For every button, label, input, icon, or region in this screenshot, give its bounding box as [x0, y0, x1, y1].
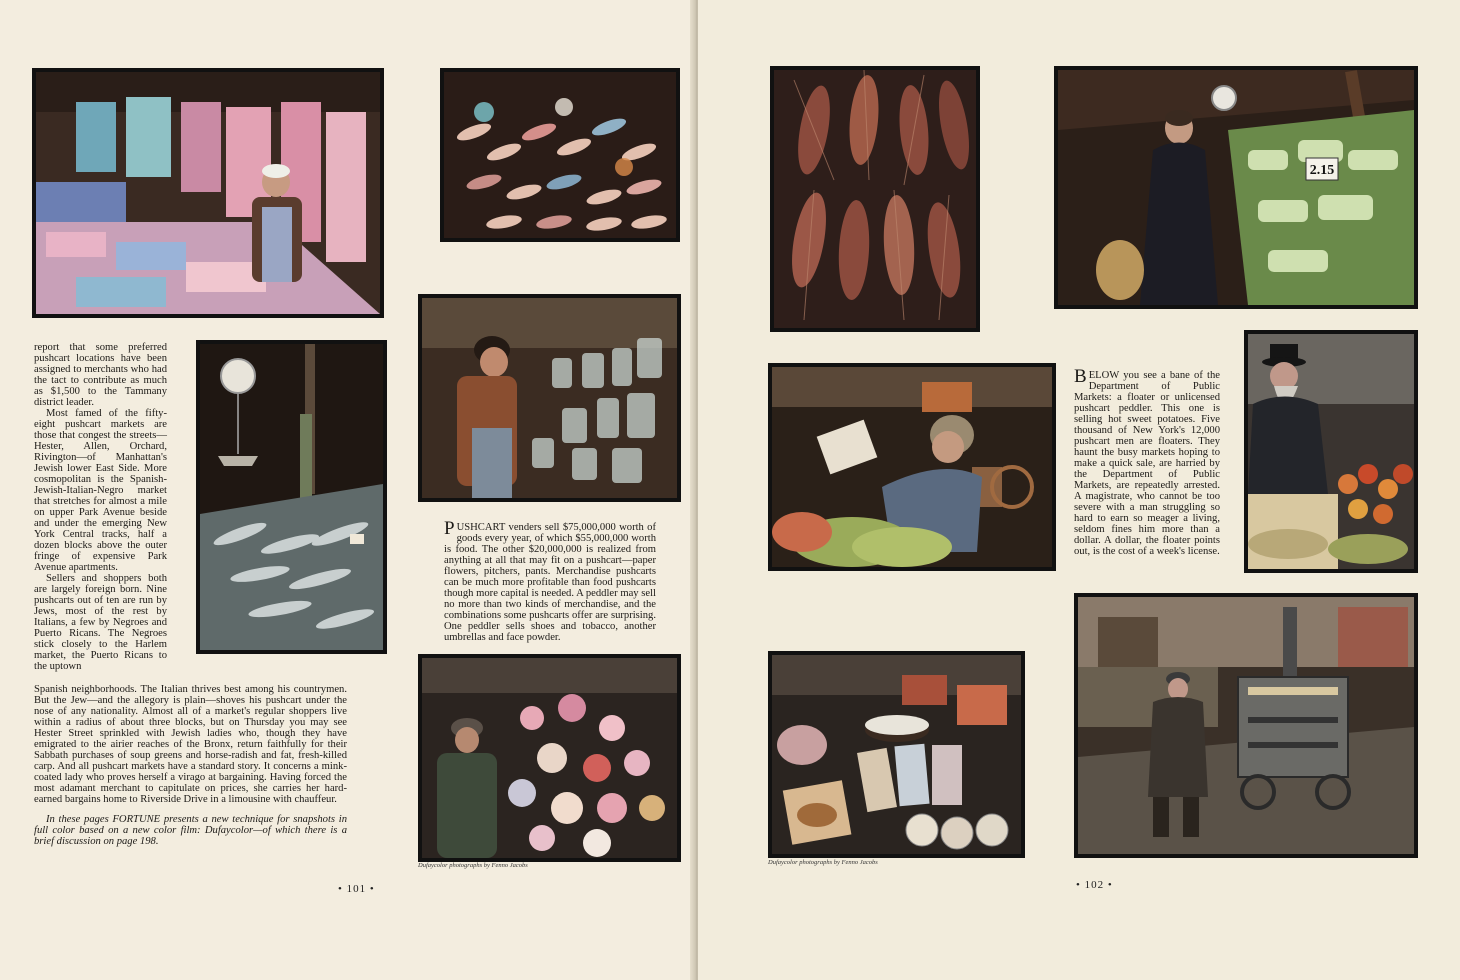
paper-flowers-image: [422, 658, 677, 858]
vegetable-vendor-image: [1058, 70, 1414, 305]
glassware-image: [422, 298, 677, 498]
food-stall-image: [772, 655, 1021, 854]
page-number-right: • 102 •: [1076, 879, 1113, 891]
grapes-vendor-image: [772, 367, 1052, 567]
fortune-note: In these pages FORTUNE presents a new technique for snapshots in full color based on a new color film: Dufaycolor—of which there is a brief discussion on page 198.: [34, 814, 347, 847]
page-number-left: • 101 •: [338, 883, 375, 895]
article-text-wide: [34, 684, 347, 847]
paragraph-sellers: Sellers and shoppers both are largely foreign born. Nine pushcarts out of ten are run by Jews, most of the rest by Italians, a few by Negroes and Puerto Ricans. The Negroes stick closely to the Harlem market, the Puerto Ricans to the uptown: [34, 573, 167, 672]
lobsters-image: [774, 70, 976, 328]
photo-bearded-peddler: [1244, 330, 1418, 573]
photo-paper-flowers: [418, 654, 681, 862]
photo-glassware: [418, 294, 681, 502]
article-text-column: [34, 342, 167, 672]
photo-credit-left: Dufaycolor photographs by Fenno Jacobs: [418, 862, 528, 869]
sweet-potato-floater-image: [1078, 597, 1414, 854]
pushcart-text: [444, 518, 656, 643]
photo-fish-scale: [196, 340, 387, 654]
paragraph-east-side: Most famed of the fifty-eight pushcart markets are those that congest the streets—Hester, Allen, Orchard, Rivington—of Manhattan's Jewish lower East Side. More cosmopolitan is the Spanish-Jewish-Italian-Negro market that stretches for almost a mile on upper Park Avenue beside and under the emerging New York Central tracks, half a dozen blocks above the outer fringe of expensive Park Avenue apartments.: [34, 408, 167, 573]
dropcap-b: B: [1074, 366, 1087, 387]
floater-paragraph: ELOW you see a bane of the Department of Public Markets: a floater or unlicensed pushcart peddler. This one is selling hot sweet potatoes. Five thousand of New York's 12,000 pushcart men are floaters. They haunt the busy markets hoping to make a quick sale, are harried by the Department of Public Markets, are repeatedly arrested. A magistrate, who cannot be too severe with a man struggling so hard to earn so meager a living, seldom fines him more than a dollar. A dollar, the floater points out, is the cost of a week's license.: [1074, 370, 1220, 557]
paragraph-tammany: report that some preferred pushcart locations have been assigned to merchants who had the tact to contribute as much as $1,500 to the Tammany district leader.: [34, 342, 167, 408]
right-page: [698, 0, 1460, 980]
price-sign: 2.15: [1309, 163, 1335, 178]
photo-food-stall: [768, 651, 1025, 858]
fish-scale-image: [200, 344, 383, 650]
clothing-stall-image: [36, 72, 380, 314]
bearded-peddler-image: [1248, 334, 1414, 569]
photo-shoes: [440, 68, 680, 242]
floater-text: [1074, 366, 1220, 557]
pushcart-paragraph: USHCART venders sell $75,000,000 worth of goods every year, of which $55,000,000 worth is food. The other $20,000,000 is realized from anything at all that may fit on a pushcart—paper flowers, pitchers, pants. Merchandise pushcarts can be much more profitable than food pushcarts though more capital is needed. A peddler may sell no more than two kinds of merchandise, and the combinations some pushcarts offer are surprising. One peddler sells shoes and tobacco, another umbrellas and face powder.: [444, 522, 656, 643]
photo-grapes-vendor: [768, 363, 1056, 571]
dropcap-p: P: [444, 518, 455, 539]
shoes-image: [444, 72, 676, 238]
photo-lobsters: [770, 66, 980, 332]
photo-vegetable-vendor: [1054, 66, 1418, 309]
photo-sweet-potato-floater: [1074, 593, 1418, 858]
photo-credit-right: Dufaycolor photographs by Fenno Jacobs: [768, 859, 878, 866]
left-page: [0, 0, 694, 980]
photo-clothing-stall: [32, 68, 384, 318]
paragraph-neighborhoods: Spanish neighborhoods. The Italian thrives best among his countrymen. But the Jew—and the allegory is plain—shoves his pushcart under the nose of any nationality. Almost all of a market's regular shoppers live within a radius of about three blocks, but on Thursday you may see Hester Street sprinkled with Jewish ladies who, though they have emigrated to the airier reaches of the Bronx, return faithfully for their Sabbath purchases of soup greens and horse-radish and fat, fresh-killed carp. And all pushcart markets have a standard story. It concerns a mink-coated lady who proves herself a virago at bargaining. Having forced the most adamant merchant to capitulate on prices, she carries her hard-earned bargains home to Riverside Drive in a limousine with chauffeur.: [34, 684, 347, 805]
